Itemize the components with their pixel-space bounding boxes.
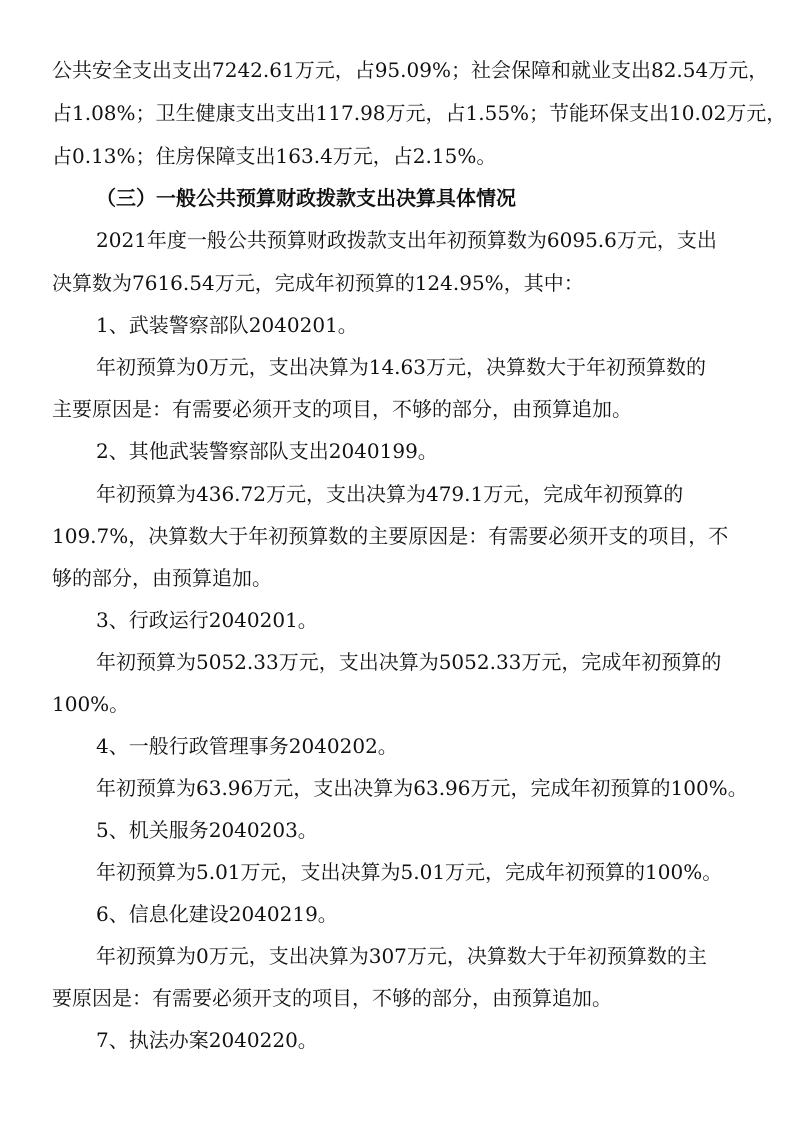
list-item-heading-3: 3、行政运行2040201。 bbox=[96, 608, 318, 632]
list-item-heading-5: 5、机关服务2040203。 bbox=[96, 818, 318, 842]
section-heading: （三）一般公共预算财政拨款支出决算具体情况 bbox=[96, 186, 516, 210]
text-line-2: 占1.08%；卫生健康支出支出117.98万元，占1.55%；节能环保支出10.02万元， bbox=[52, 101, 787, 125]
text-line-11: 年初预算为436.72万元，支出决算为479.1万元，完成年初预算的 bbox=[96, 482, 684, 506]
text-line-9: 主要原因是：有需要必须开支的项目，不够的部分，由预算追加。 bbox=[52, 397, 632, 421]
text-line-23: 要原因是：有需要必须开支的项目，不够的部分，由预算追加。 bbox=[52, 986, 612, 1010]
text-line-12: 109.7%，决算数大于年初预算数的主要原因是：有需要必须开支的项目，不 bbox=[52, 524, 729, 548]
text-line-20: 年初预算为5.01万元，支出决算为5.01万元，完成年初预算的100%。 bbox=[96, 860, 723, 884]
text-line-3: 占0.13%；住房保障支出163.4万元，占2.15%。 bbox=[52, 144, 497, 168]
text-line-6: 决算数为7616.54万元，完成年初预算的124.95%，其中： bbox=[52, 271, 584, 295]
text-line-16: 100%。 bbox=[52, 692, 130, 716]
list-item-heading-6: 6、信息化建设2040219。 bbox=[96, 902, 338, 926]
list-item-heading-2: 2、其他武装警察部队支出2040199。 bbox=[96, 439, 438, 463]
text-line-8: 年初预算为0万元，支出决算为14.63万元，决算数大于年初预算数的 bbox=[96, 355, 706, 379]
text-line-22: 年初预算为0万元，支出决算为307万元，决算数大于年初预算数的主 bbox=[96, 944, 707, 968]
list-item-heading-1: 1、武装警察部队2040201。 bbox=[96, 313, 358, 337]
text-line-13: 够的部分，由预算追加。 bbox=[52, 566, 272, 590]
list-item-heading-4: 4、一般行政管理事务2040202。 bbox=[96, 734, 398, 758]
list-item-heading-7: 7、执法办案2040220。 bbox=[96, 1028, 318, 1052]
text-line-18: 年初预算为63.96万元，支出决算为63.96万元，完成年初预算的100%。 bbox=[96, 776, 748, 800]
text-line-5: 2021年度一般公共预算财政拨款支出年初预算数为6095.6万元，支出 bbox=[96, 228, 717, 252]
text-line-15: 年初预算为5052.33万元，支出决算为5052.33万元，完成年初预算的 bbox=[96, 650, 722, 674]
text-line-1: 公共安全支出支出7242.61万元，占95.09%；社会保障和就业支出82.54万元， bbox=[52, 58, 769, 82]
